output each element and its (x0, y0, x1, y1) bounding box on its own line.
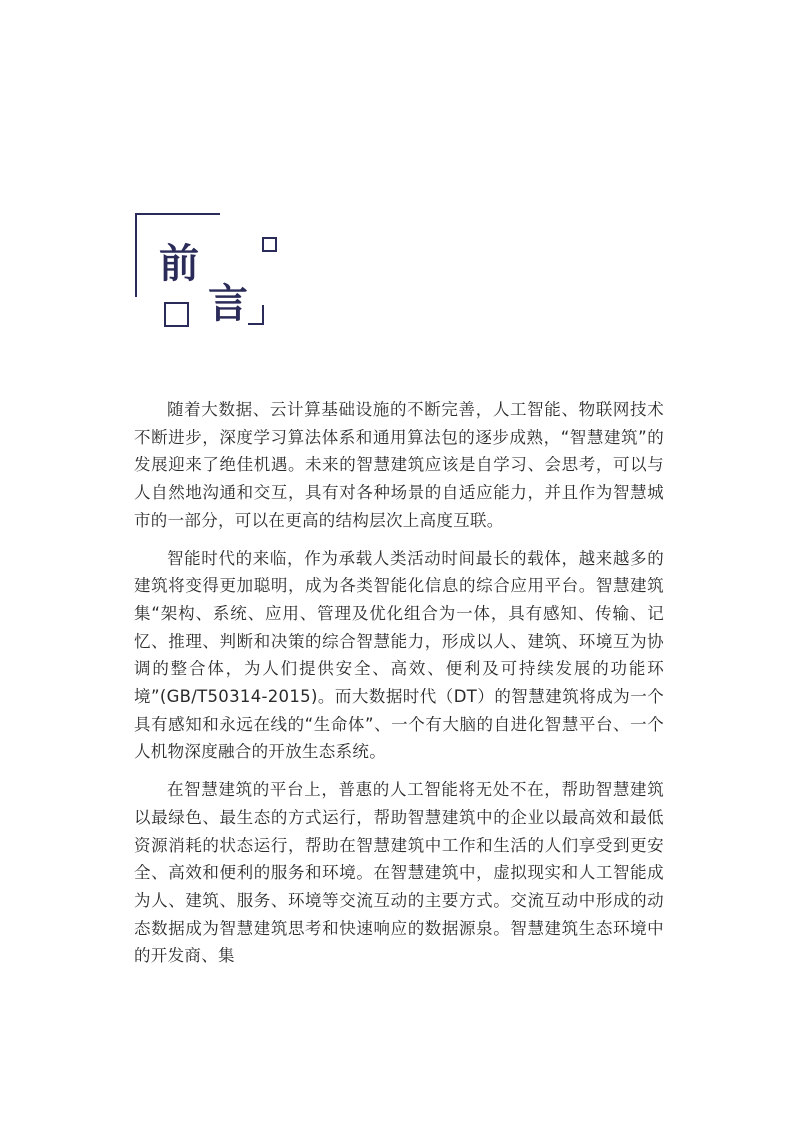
frame-corner-bottom-right (248, 305, 263, 324)
heading-char-yan: 言 (208, 281, 248, 327)
heading-frame-decoration (120, 200, 280, 340)
heading-char-qian: 前 (159, 241, 199, 287)
paragraph-1: 随着大数据、云计算基础设施的不断完善，人工智能、物联网技术不断进步，深度学习算法体系和通用算法包的逐步成熟，“智慧建筑”的发展迎来了绝佳机遇。未来的智慧建筑应该是自学习、会思考，可以与人自然地沟通和交互，具有对各种场景的自适应能力，并且作为智慧城市的一部分，可以在更高的结构层次上高度互联。 (134, 400, 664, 530)
paragraph-2: 智能时代的来临，作为承载人类活动时间最长的载体，越来越多的建筑将变得更加聪明，成为各类智能化信息的综合应用平台。智慧建筑集“架构、系统、应用、管理及优化组合为一体，具有感知、传输、记忆、推理、判断和决策的综合智慧能力，形成以人、建筑、环境互为协调的整合体，为人们提供安全、高效、便利及可持续发展的功能环境”(GB/T50314-2015)。而大数据时代（DT）的智慧建筑将成为一个具有感知和永远在线的“生命体”、一个有大脑的自进化智慧平台、一个人机物深度融合的开放生态系统。 (134, 548, 664, 762)
small-square-icon (263, 238, 276, 251)
paragraph-3: 在智慧建筑的平台上，普惠的人工智能将无处不在，帮助智慧建筑以最绿色、最生态的方式运行，帮助智慧建筑中的企业以最高效和最低资源消耗的状态运行，帮助在智慧建筑中工作和生活的人们享受到更安全、高效和便利的服务和环境。在智慧建筑中，虚拟现实和人工智能成为人、建筑、服务、环境等交流互动的主要方式。交流互动中形成的动态数据成为智慧建筑思考和快速响应的数据源泉。智慧建筑生态环境中的开发商、集 (134, 780, 664, 966)
preface-body (134, 396, 664, 980)
preface-heading (120, 200, 280, 340)
large-square-icon (165, 303, 188, 326)
